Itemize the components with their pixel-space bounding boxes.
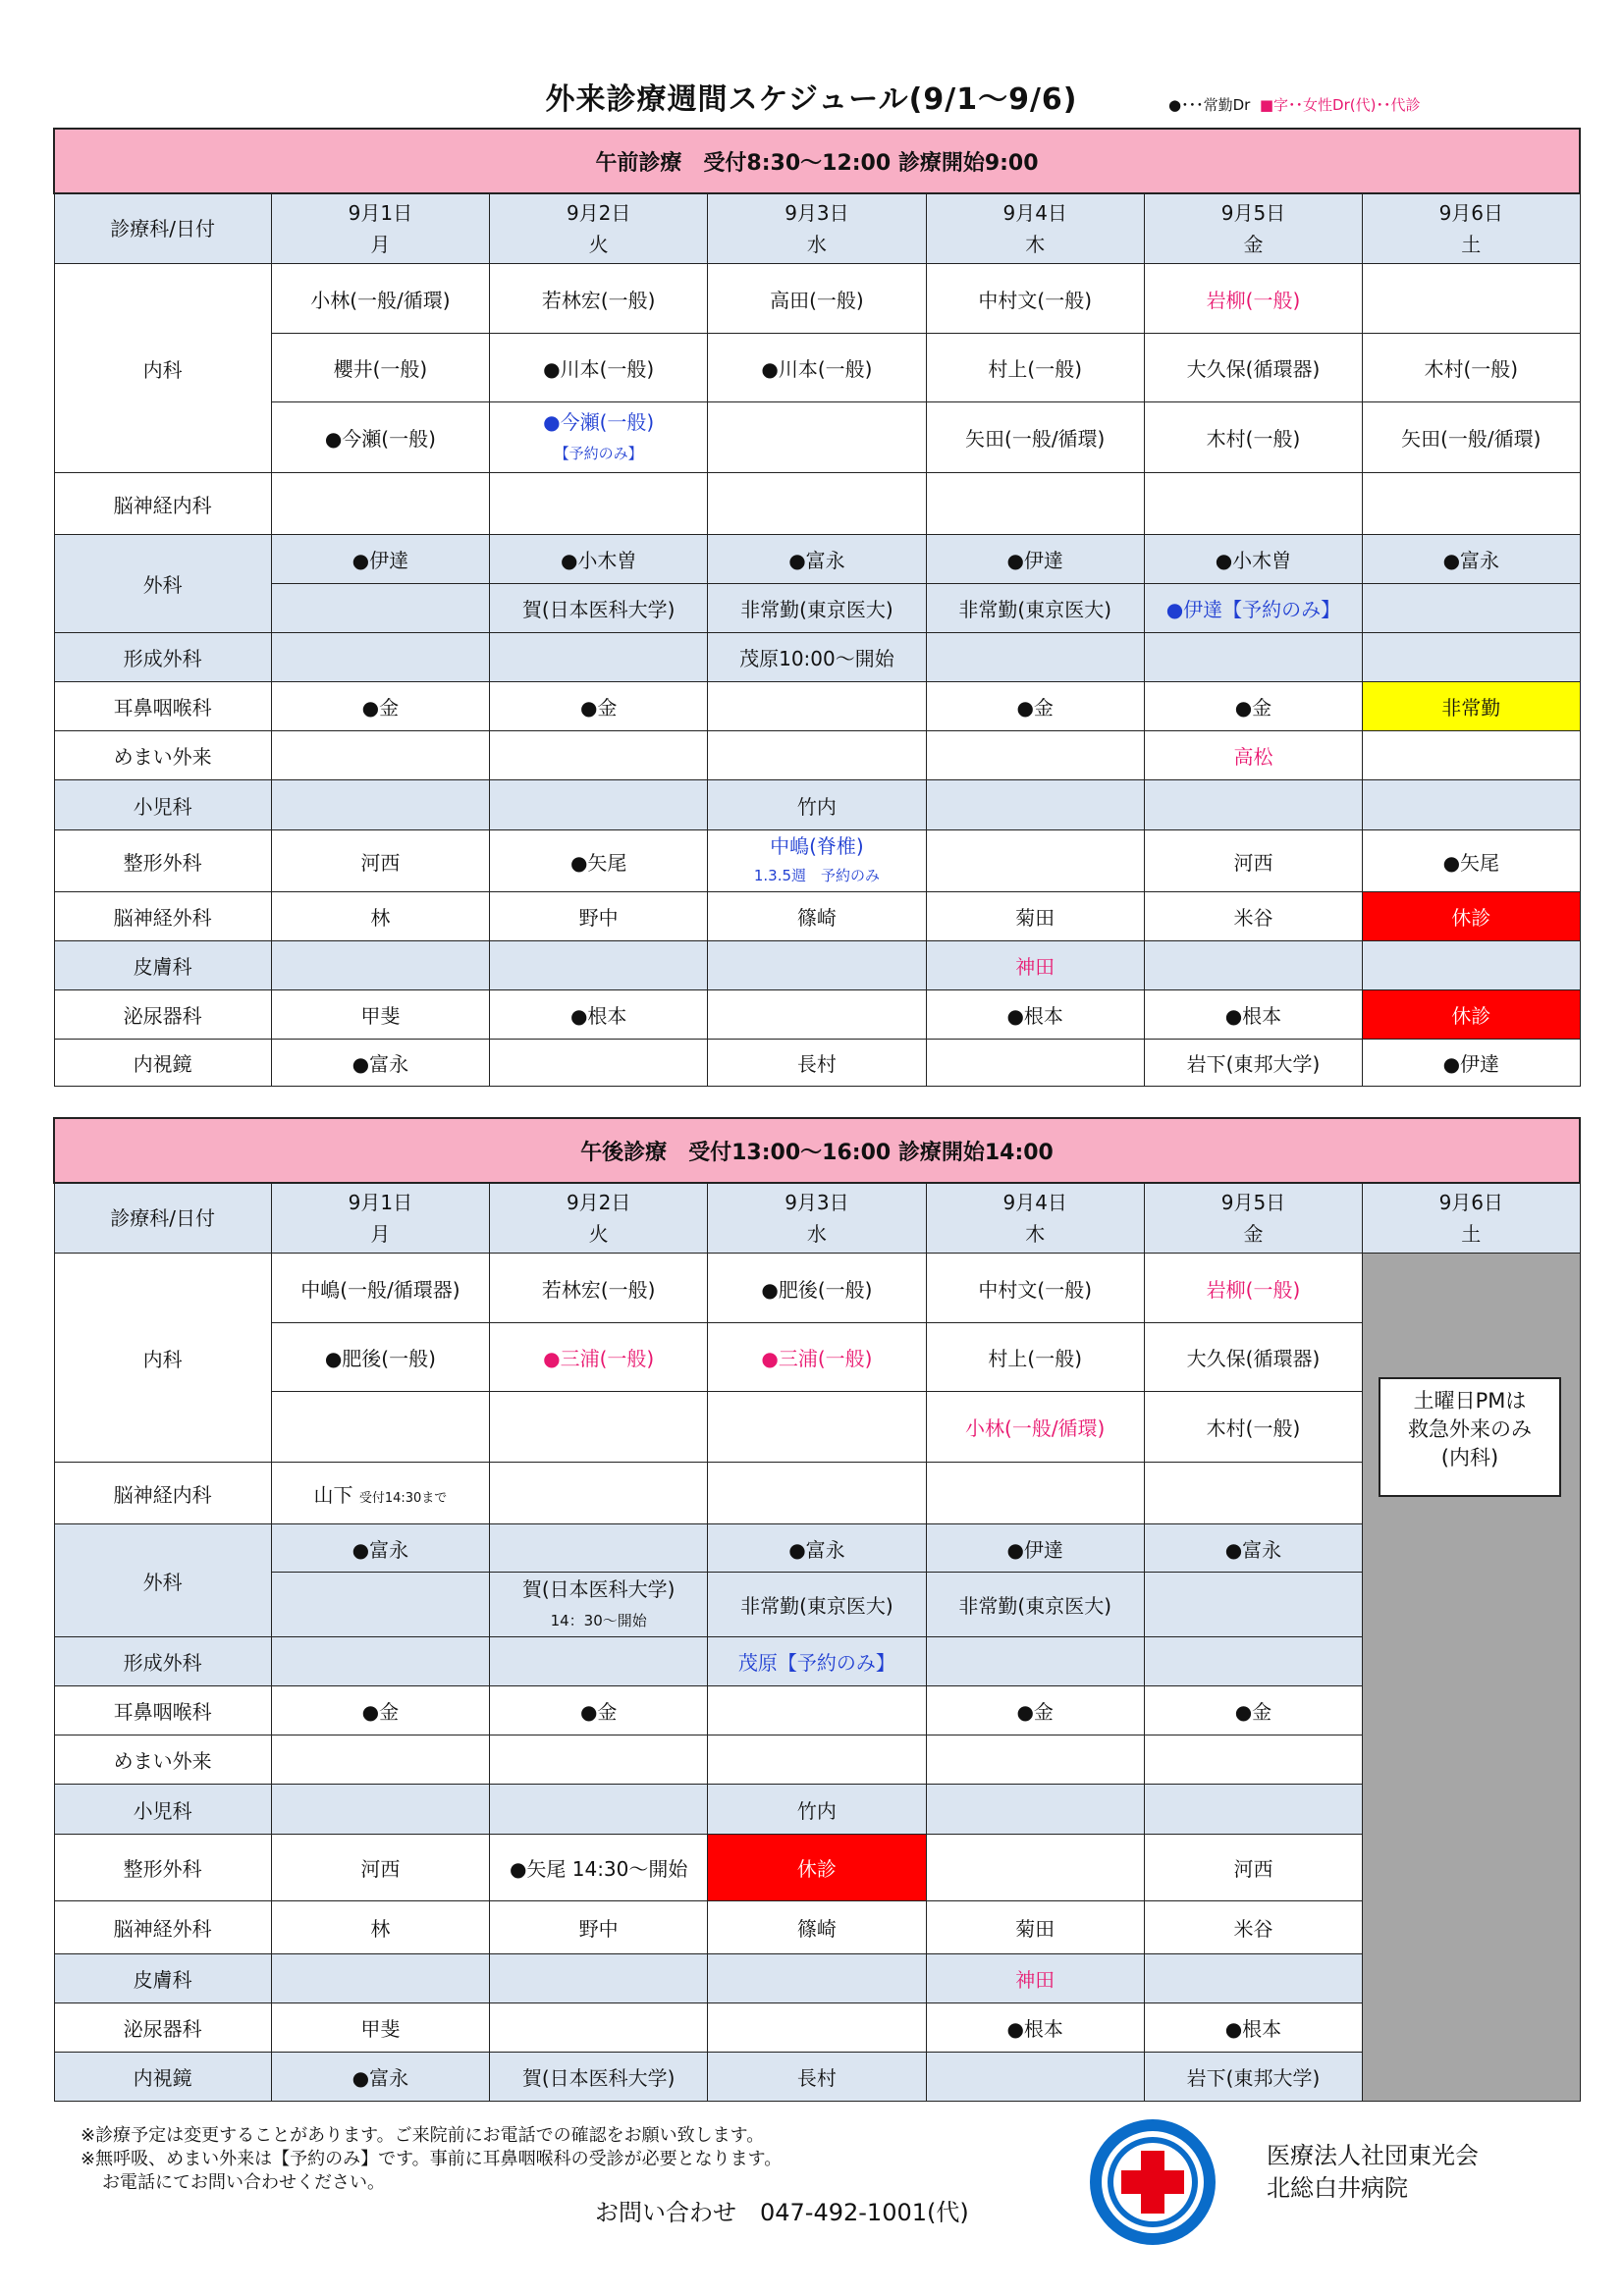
schedule-cell [490, 1735, 708, 1785]
schedule-cell: ●三浦(一般) [490, 1323, 708, 1392]
dept-label: 内科 [54, 1254, 271, 1463]
schedule-cell [271, 1637, 489, 1686]
schedule-cell: 篠崎 [708, 892, 926, 941]
schedule-cell: ●根本 [1144, 2003, 1362, 2053]
schedule-cell: ●川本(一般) [708, 334, 926, 402]
schedule-cell: 矢田(一般/循環) [926, 402, 1144, 473]
schedule-cell: 岩下(東邦大学) [1144, 2053, 1362, 2102]
schedule-cell [1363, 264, 1580, 334]
schedule-cell: 高松 [1144, 731, 1362, 780]
schedule-cell: ●根本 [926, 990, 1144, 1040]
dept-label: 泌尿器科 [54, 2003, 271, 2053]
schedule-cell: ●川本(一般) [490, 334, 708, 402]
schedule-cell: ●金 [926, 682, 1144, 731]
schedule-cell: 米谷 [1144, 1901, 1362, 1954]
schedule-cell [1144, 1735, 1362, 1785]
dept-label: 脳神経内科 [54, 473, 271, 535]
schedule-cell: 甲斐 [271, 2003, 489, 2053]
schedule-cell [926, 1637, 1144, 1686]
schedule-cell: 山下 受付14:30まで [271, 1463, 489, 1524]
schedule-cell [490, 633, 708, 682]
schedule-cell: 若林宏(一般) [490, 264, 708, 334]
legend-female: ■字･･女性Dr [1259, 96, 1350, 114]
schedule-cell: 大久保(循環器) [1144, 1323, 1362, 1392]
schedule-cell [926, 830, 1144, 892]
schedule-cell [1144, 1637, 1362, 1686]
schedule-cell: 野中 [490, 892, 708, 941]
schedule-cell: 野中 [490, 1901, 708, 1954]
schedule-cell: 竹内 [708, 1785, 926, 1835]
schedule-cell [490, 780, 708, 830]
schedule-cell [926, 473, 1144, 535]
schedule-cell: 大久保(循環器) [1144, 334, 1362, 402]
schedule-cell: 林 [271, 892, 489, 941]
schedule-cell: ●伊達 [1363, 1040, 1580, 1087]
note-line: ※無呼吸、めまい外来は【予約のみ】です。事前に耳鼻咽喉科の受診が必要となります。 [81, 2149, 783, 2169]
schedule-cell: 茂原【予約のみ】 [708, 1637, 926, 1686]
schedule-cell: 篠崎 [708, 1901, 926, 1954]
schedule-cell: 非常勤(東京医大) [926, 1573, 1144, 1637]
schedule-cell: 長村 [708, 1040, 926, 1087]
schedule-cell [708, 1463, 926, 1524]
schedule-cell: 菊田 [926, 892, 1144, 941]
schedule-cell: 小林(一般/循環) [926, 1392, 1144, 1463]
schedule-cell: ●矢尾 [1363, 830, 1580, 892]
schedule-cell [926, 1463, 1144, 1524]
schedule-cell [271, 1573, 489, 1637]
organization-name: 医療法人社団東光会 北総白井病院 [1267, 2142, 1479, 2202]
column-label: 診療科/日付 [54, 1183, 271, 1254]
pm-schedule-table [53, 1117, 1581, 2102]
schedule-cell [271, 780, 489, 830]
schedule-cell [1144, 1573, 1362, 1637]
schedule-cell [708, 1686, 926, 1735]
schedule-cell: 賀(日本医科大学) [490, 2053, 708, 2102]
schedule-cell: ●富永 [708, 535, 926, 584]
schedule-cell [708, 731, 926, 780]
schedule-cell: 長村 [708, 2053, 926, 2102]
schedule-cell [708, 402, 926, 473]
date-cell: 9月6日 土 [1363, 193, 1580, 264]
schedule-cell: 矢田(一般/循環) [1363, 402, 1580, 473]
schedule-cell [490, 1785, 708, 1835]
schedule-cell [490, 941, 708, 990]
schedule-cell [490, 473, 708, 535]
dept-label: 整形外科 [54, 1835, 271, 1901]
schedule-cell: 神田 [926, 1954, 1144, 2003]
date-cell: 9月5日 金 [1144, 193, 1362, 264]
schedule-cell: ●小木曽 [1144, 535, 1362, 584]
schedule-cell: 河西 [1144, 830, 1362, 892]
schedule-cell [271, 633, 489, 682]
dept-label: 形成外科 [54, 1637, 271, 1686]
column-label: 診療科/日付 [54, 193, 271, 264]
schedule-cell: 茂原10:00～開始 [708, 633, 926, 682]
part-time-cell: 非常勤 [1363, 682, 1580, 731]
dept-label: めまい外来 [54, 731, 271, 780]
schedule-cell [926, 780, 1144, 830]
schedule-cell: 中嶋(脊椎) 1.3.5週 予約のみ [708, 830, 926, 892]
pm-section-header: 午後診療 受付13:00～16:00 診療開始14:00 [54, 1118, 1580, 1183]
schedule-cell: ●富永 [271, 1040, 489, 1087]
schedule-cell: ●伊達 [926, 1524, 1144, 1573]
schedule-cell: ●富永 [1363, 535, 1580, 584]
footer-notes [81, 2124, 782, 2195]
schedule-cell: 木村(一般) [1144, 1392, 1362, 1463]
schedule-cell [271, 1785, 489, 1835]
schedule-cell: ●富永 [271, 2053, 489, 2102]
dept-label: 泌尿器科 [54, 990, 271, 1040]
schedule-cell: 木村(一般) [1363, 334, 1580, 402]
schedule-cell: 非常勤(東京医大) [926, 584, 1144, 633]
dept-label: 内視鏡 [54, 1040, 271, 1087]
schedule-cell [708, 941, 926, 990]
schedule-cell: 神田 [926, 941, 1144, 990]
schedule-cell [1144, 780, 1362, 830]
schedule-cell: ●肥後(一般) [708, 1254, 926, 1323]
schedule-cell [708, 990, 926, 1040]
schedule-cell: ●根本 [926, 2003, 1144, 2053]
schedule-cell: 村上(一般) [926, 334, 1144, 402]
schedule-cell [490, 1524, 708, 1573]
schedule-cell: 河西 [271, 1835, 489, 1901]
schedule-cell: ●根本 [490, 990, 708, 1040]
schedule-cell [708, 1392, 926, 1463]
schedule-cell: 甲斐 [271, 990, 489, 1040]
dept-label: 耳鼻咽喉科 [54, 1686, 271, 1735]
schedule-cell [708, 682, 926, 731]
dept-label: 皮膚科 [54, 941, 271, 990]
schedule-cell [490, 1040, 708, 1087]
schedule-cell: ●伊達【予約のみ】 [1144, 584, 1362, 633]
schedule-cell [708, 473, 926, 535]
dept-label: 外科 [54, 535, 271, 633]
schedule-cell [708, 1954, 926, 2003]
dept-label: 脳神経外科 [54, 1901, 271, 1954]
contact-phone: お問い合わせ 047-492-1001(代) [595, 2199, 969, 2226]
schedule-cell [926, 731, 1144, 780]
schedule-cell: 中嶋(一般/循環器) [271, 1254, 489, 1323]
schedule-cell [1144, 941, 1362, 990]
schedule-cell: ●今瀬(一般) 【予約のみ】 [490, 402, 708, 473]
schedule-cell: 高田(一般) [708, 264, 926, 334]
schedule-cell [1144, 1954, 1362, 2003]
saturday-pm-note: 土曜日PMは 救急外来のみ (内科) [1379, 1377, 1561, 1497]
schedule-cell: 岩柳(一般) [1144, 1254, 1362, 1323]
schedule-cell: ●伊達 [271, 535, 489, 584]
note-line: お電話にてお問い合わせください。 [102, 2172, 385, 2193]
schedule-cell: 菊田 [926, 1901, 1144, 1954]
schedule-cell [490, 731, 708, 780]
schedule-cell [271, 1954, 489, 2003]
dept-label: 形成外科 [54, 633, 271, 682]
schedule-cell: 米谷 [1144, 892, 1362, 941]
schedule-cell [1363, 731, 1580, 780]
schedule-cell: 河西 [1144, 1835, 1362, 1901]
am-section-header: 午前診療 受付8:30～12:00 診療開始9:00 [54, 129, 1580, 193]
schedule-cell: ●金 [271, 682, 489, 731]
date-cell: 9月3日 水 [708, 193, 926, 264]
date-cell: 9月6日 土 [1363, 1183, 1580, 1254]
schedule-cell: ●金 [490, 1686, 708, 1735]
schedule-cell: ●矢尾 [490, 830, 708, 892]
schedule-cell: 岩下(東邦大学) [1144, 1040, 1362, 1087]
schedule-cell: 岩柳(一般) [1144, 264, 1362, 334]
schedule-cell: 賀(日本医科大学) [490, 584, 708, 633]
date-cell: 9月4日 木 [926, 1183, 1144, 1254]
date-cell: 9月5日 金 [1144, 1183, 1362, 1254]
date-cell: 9月1日 月 [271, 1183, 489, 1254]
schedule-cell: ●金 [926, 1686, 1144, 1735]
schedule-cell [926, 1785, 1144, 1835]
legend [1168, 94, 1420, 115]
dept-label: 内視鏡 [54, 2053, 271, 2102]
schedule-cell: ●金 [490, 682, 708, 731]
date-cell: 9月1日 月 [271, 193, 489, 264]
schedule-cell: 林 [271, 1901, 489, 1954]
schedule-cell [926, 1040, 1144, 1087]
dept-label: 脳神経外科 [54, 892, 271, 941]
date-cell: 9月2日 火 [490, 193, 708, 264]
note-line: ※診療予定は変更することがあります。ご来院前にお電話での確認をお願い致します。 [81, 2125, 765, 2146]
schedule-cell: 非常勤(東京医大) [708, 1573, 926, 1637]
am-schedule-table [53, 128, 1581, 1087]
schedule-cell [271, 1392, 489, 1463]
schedule-cell [271, 584, 489, 633]
schedule-cell: ●富永 [271, 1524, 489, 1573]
closed-cell: 休診 [1363, 892, 1580, 941]
schedule-cell [271, 731, 489, 780]
dept-label: 整形外科 [54, 830, 271, 892]
schedule-cell [271, 473, 489, 535]
legend-fulltime: ●･･･常勤Dr [1168, 96, 1251, 114]
hospital-logo [1082, 2113, 1223, 2251]
schedule-cell [1144, 1463, 1362, 1524]
date-cell: 9月2日 火 [490, 1183, 708, 1254]
schedule-cell: ●富永 [708, 1524, 926, 1573]
schedule-cell [1363, 780, 1580, 830]
schedule-cell [1363, 584, 1580, 633]
date-cell: 9月4日 木 [926, 193, 1144, 264]
schedule-cell: ●矢尾 14:30～開始 [490, 1835, 708, 1901]
schedule-cell: ●富永 [1144, 1524, 1362, 1573]
schedule-cell [271, 941, 489, 990]
schedule-cell [708, 2003, 926, 2053]
schedule-cell: ●金 [271, 1686, 489, 1735]
schedule-cell: 河西 [271, 830, 489, 892]
schedule-cell [490, 1637, 708, 1686]
schedule-cell: 賀(日本医科大学) 14：30～開始 [490, 1573, 708, 1637]
schedule-cell [1144, 633, 1362, 682]
schedule-cell: 非常勤(東京医大) [708, 584, 926, 633]
schedule-cell [490, 1954, 708, 2003]
schedule-cell: ●三浦(一般) [708, 1323, 926, 1392]
dept-label: 外科 [54, 1524, 271, 1637]
schedule-cell [926, 1735, 1144, 1785]
schedule-cell [926, 2053, 1144, 2102]
schedule-cell: 村上(一般) [926, 1323, 1144, 1392]
schedule-cell [1144, 473, 1362, 535]
schedule-cell [490, 1463, 708, 1524]
schedule-cell [1363, 941, 1580, 990]
schedule-cell: 小林(一般/循環) [271, 264, 489, 334]
page-title: 外来診療週間スケジュール(9/1～9/6) [545, 82, 1078, 117]
schedule-cell: 竹内 [708, 780, 926, 830]
schedule-cell: ●今瀬(一般) [271, 402, 489, 473]
schedule-cell [708, 1735, 926, 1785]
dept-label: めまい外来 [54, 1735, 271, 1785]
dept-label: 脳神経内科 [54, 1463, 271, 1524]
closed-cell: 休診 [1363, 990, 1580, 1040]
schedule-cell [1144, 1785, 1362, 1835]
closed-cell: 休診 [708, 1835, 926, 1901]
schedule-cell [1363, 473, 1580, 535]
schedule-cell [490, 1392, 708, 1463]
schedule-cell: ●小木曽 [490, 535, 708, 584]
schedule-cell: 木村(一般) [1144, 402, 1362, 473]
dept-label: 皮膚科 [54, 1954, 271, 2003]
schedule-cell: ●金 [1144, 1686, 1362, 1735]
schedule-cell [271, 1735, 489, 1785]
schedule-cell [926, 1835, 1144, 1901]
dept-label: 小児科 [54, 1785, 271, 1835]
legend-substitute: (代)･･代診 [1349, 96, 1421, 114]
schedule-cell: ●肥後(一般) [271, 1323, 489, 1392]
schedule-cell: ●伊達 [926, 535, 1144, 584]
dept-label: 耳鼻咽喉科 [54, 682, 271, 731]
dept-label: 小児科 [54, 780, 271, 830]
schedule-cell: 櫻井(一般) [271, 334, 489, 402]
schedule-cell: ●根本 [1144, 990, 1362, 1040]
schedule-cell [1363, 633, 1580, 682]
schedule-cell [926, 633, 1144, 682]
schedule-cell [490, 2003, 708, 2053]
schedule-cell: 若林宏(一般) [490, 1254, 708, 1323]
schedule-cell: ●金 [1144, 682, 1362, 731]
dept-label: 内科 [54, 264, 271, 473]
date-cell: 9月3日 水 [708, 1183, 926, 1254]
schedule-cell: 中村文(一般) [926, 264, 1144, 334]
schedule-cell: 中村文(一般) [926, 1254, 1144, 1323]
